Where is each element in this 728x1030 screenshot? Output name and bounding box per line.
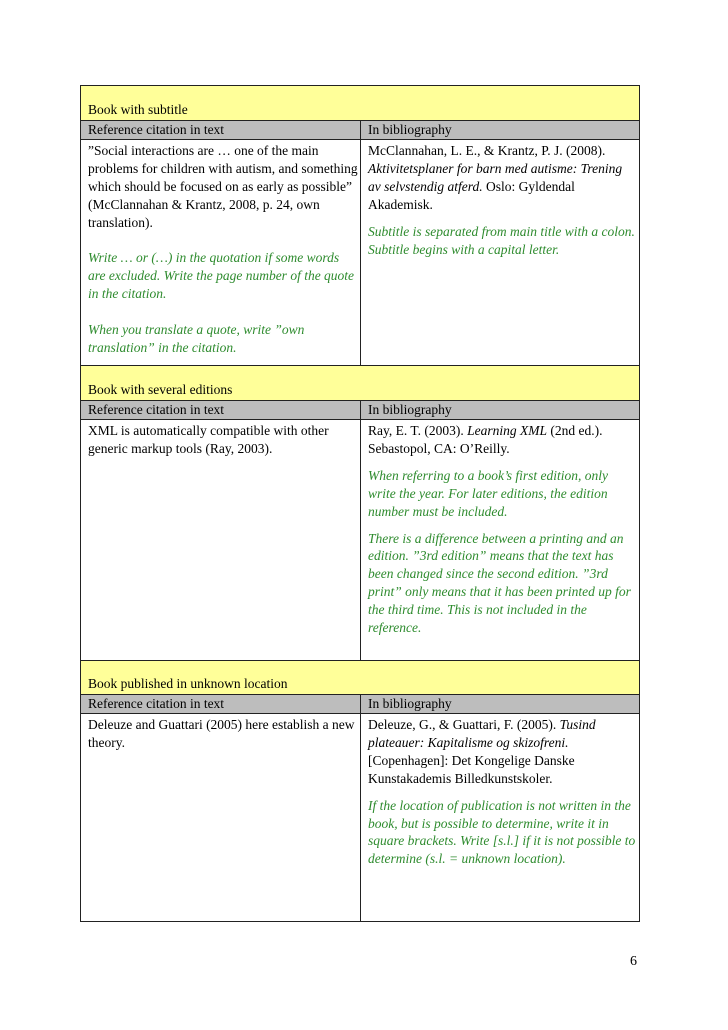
text-citation-cell [88, 716, 358, 752]
bibliography-cell [368, 422, 636, 637]
header-text-citation: Reference citation in text [88, 696, 225, 711]
bib-publisher: [Copenhagen]: Det Kongelige Danske Kunstakademis Billedkunstskoler. [368, 752, 575, 786]
text-citation: ”Social interactions are … one of the main problems for children with autism, and something which should be focused on as early as possible” (McClannahan & Krantz, 2008, p. 24, own translation). [88, 143, 358, 230]
bib-title: Tusind plateauer: Kapitalisme og skizofreni. [368, 717, 596, 750]
column-divider [360, 121, 361, 365]
bib-authors-year: McClannahan, L. E., & Krantz, P. J. (2008). [368, 143, 606, 158]
bib-authors-year: Deleuze, G., & Guattari, F. (2005). [368, 717, 557, 732]
header-text-citation: Reference citation in text [88, 402, 225, 417]
bibliography-note: If the location of publication is not written in the book, but is possible to determine, write it in square brackets. Write [s.l.] if it is not possible to determine (s.l. = unknown location). [368, 797, 636, 867]
bibliography-entry [368, 142, 636, 214]
bib-title: Learning XML [467, 423, 547, 438]
text-citation-cell [88, 142, 358, 357]
bibliography-entry [368, 716, 636, 788]
text-citation: XML is automatically compatible with other generic markup tools (Ray, 2003). [88, 423, 329, 456]
section-title: Book with subtitle [81, 86, 639, 121]
bibliography-note: There is a difference between a printing and an edition. ”3rd edition” means that the text has been changed since the second edition. ”3rd print” only means that it has been printed up for the third time. This is not included in the reference. [368, 530, 631, 636]
bibliography-cell [368, 142, 636, 258]
section-title: Book published in unknown location [81, 661, 639, 695]
citation-note: Write … or (…) in the quotation if some words are excluded. Write the page number of the quote in the citation. [88, 250, 355, 302]
column-divider [360, 401, 361, 660]
header-bibliography: In bibliography [368, 696, 452, 711]
bibliography-cell [368, 716, 636, 868]
reference-table [80, 85, 640, 922]
bibliography-note: Subtitle is separated from main title with a colon. Subtitle begins with a capital letter. [368, 223, 635, 257]
bib-publisher: (2nd ed.). Sebastopol, CA: O’Reilly. [368, 423, 603, 456]
citation-note: When you translate a quote, write ”own translation” in the citation. [88, 322, 305, 355]
bibliography-entry [368, 422, 636, 458]
column-divider [360, 695, 361, 921]
header-text-citation: Reference citation in text [88, 122, 225, 137]
text-citation-cell [88, 422, 358, 458]
header-bibliography: In bibliography [368, 122, 452, 137]
text-citation: Deleuze and Guattari (2005) here establish a new theory. [88, 717, 355, 750]
bibliography-note: When referring to a book’s first edition, only write the year. For later editions, the edition number must be included. [368, 467, 608, 519]
bib-title: Aktivitetsplaner for barn med autisme: Trening av selvstendig atferd. [368, 160, 623, 194]
header-bibliography: In bibliography [368, 402, 452, 417]
section-title: Book with several editions [81, 366, 639, 401]
bib-authors-year: Ray, E. T. (2003). [368, 423, 464, 438]
page-number: 6 [630, 954, 637, 969]
bib-publisher: Oslo: Gyldendal Akademisk. [368, 178, 575, 212]
